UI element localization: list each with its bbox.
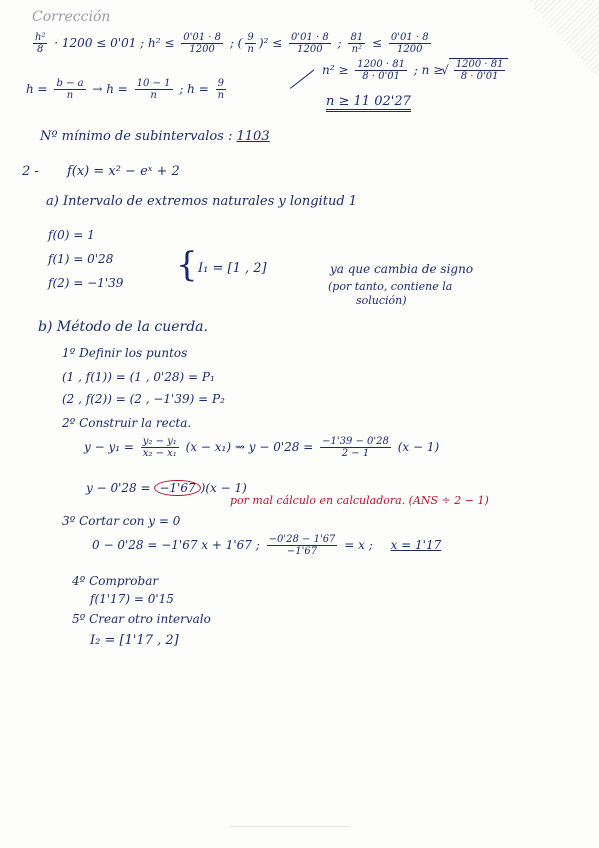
bound-fraction-2: $\frac{0'01 \cdot 8}{1200}$: [291, 32, 329, 55]
h2-over-8: $\frac{\text{h²}}{8}$: [35, 32, 46, 55]
h2-bound-fraction: $\frac{0'01 \cdot 8}{1200}$: [183, 32, 221, 55]
separator: ;: [229, 36, 234, 50]
eightyone-over-n2: $\frac{81}{\text{n²}}$: [350, 32, 364, 55]
ten-minus-one-over-n: $\frac{10 - 1}{n}$: [136, 78, 171, 101]
step-5: 5º Crear otro intervalo: [72, 612, 211, 626]
line-eq2-rhs: (x − 1): [397, 440, 440, 454]
cut-eq-lhs: 0 − 0'28 = −1'67 x + 1'67 ;: [92, 538, 260, 552]
bound-fraction-3: $\frac{0'01 \cdot 8}{1200}$: [390, 32, 429, 55]
h-arrow: → h =: [92, 82, 128, 96]
step-1: 1º Definir los puntos: [62, 346, 188, 360]
cut-eq-rhs: = x ;: [344, 538, 373, 552]
point-p2: (2 , f(2)) = (2 , −1'39) = P₂: [62, 392, 225, 406]
part-a-heading: a) Intervalo de extremos naturales y longitud 1: [46, 194, 358, 209]
part-b-heading: b) Método de la cuerda.: [38, 319, 208, 335]
slope-formula: $\frac{\text{y₂ − y₁}}{\text{x₂ − x₁}}$: [142, 436, 177, 459]
step-4: 4º Comprobar: [72, 574, 159, 588]
circled-slope: −1'67: [154, 480, 200, 496]
n2-lhs: n² ≥: [322, 63, 349, 77]
n-result: n ≥ 11 02'27: [326, 95, 411, 109]
n-squared-line: [322, 58, 508, 82]
sqrt-fraction: √ $\frac{1200 \cdot 81}{8 \cdot 0'01}$: [455, 59, 504, 82]
slope-values: $\frac{-1'39 - 0'28}{2 - 1}$: [322, 436, 389, 459]
cut-equation: [92, 534, 441, 557]
question-2-function: f(x) = x² − eˣ + 2: [66, 164, 180, 179]
sqrt-expression: [449, 58, 508, 82]
interval-1: I₁ = [1 , 2]: [198, 261, 267, 276]
n2-fraction: $\frac{1200 \cdot 81}{8 \cdot 0'01}$: [357, 59, 405, 82]
arrow-line: [290, 70, 314, 89]
cut-fraction: $\frac{-0'28 - 1'67}{-1'67}$: [268, 534, 336, 557]
f-of-1: f(1) = 0'28: [48, 252, 114, 266]
check-value: f(1'17) = 0'15: [90, 592, 174, 606]
f-of-2: f(2) = −1'39: [48, 276, 124, 290]
h2-text: · 1200 ≤ 0'01 ; h² ≤: [54, 36, 175, 50]
red-correction-note: por mal cálculo en calculadora. (ANS ÷ 2 − 1): [230, 494, 489, 507]
b-minus-a-over-n: $\frac{b - a}{n}$: [56, 78, 84, 101]
step-length-line: [26, 78, 229, 101]
line-eq3-lhs: y − 0'28 =: [86, 481, 151, 495]
reason-line-1: ya que cambia de signo: [330, 262, 474, 276]
brace: {: [176, 245, 198, 285]
h-eq: h =: [26, 82, 48, 96]
page-corner-shadow: [509, 0, 599, 80]
step-2: 2º Construir la recta.: [62, 416, 192, 430]
nine-over-n-2: $\frac{9}{n}$: [217, 78, 225, 101]
separator-2: ;: [337, 36, 342, 50]
nine-over-n: $\frac{9}{n}$: [247, 32, 254, 55]
interval-2: I₂ = [1'17 , 2]: [90, 633, 179, 648]
question-2: [22, 165, 180, 179]
le-sign-2: ≤: [372, 36, 383, 50]
n2-sep: ; n ≥: [413, 63, 444, 77]
line-eq-rhs: (x − x₁): [185, 440, 232, 454]
question-2-number: 2 -: [22, 164, 39, 179]
f-of-0: f(0) = 1: [48, 228, 95, 242]
line-equation-result: [86, 480, 247, 496]
le-sign: ≤: [272, 36, 283, 50]
line-eq3-rhs: )(x − 1): [200, 481, 247, 495]
point-p1: (1 , f(1)) = (1 , 0'28) = P₁: [62, 370, 215, 384]
scan-edge-mark: [230, 826, 350, 827]
line-eq-arrow: ⇝ y − 0'28 =: [234, 440, 314, 454]
min-subintervals-value: 1103: [236, 129, 270, 144]
reason-line-2: (por tanto, contiene la: [328, 280, 453, 293]
reason-line-3: solución): [356, 294, 407, 307]
line-equation: [84, 436, 439, 459]
line-eq-lhs: y − y₁ =: [84, 440, 134, 454]
x-result: x = 1'17: [390, 538, 442, 552]
min-subintervals-label: Nº mínimo de subintervalos :: [40, 129, 233, 144]
h-sep: ; h =: [179, 82, 209, 96]
min-subintervals: [40, 130, 270, 144]
correction-title: Corrección: [32, 9, 111, 25]
step-3: 3º Cortar con y = 0: [62, 514, 181, 528]
inequality-h2-line: $\frac{\text{h²}}{8}$ · 1200 ≤ 0'01 ; h² ≤ $\frac{0'01 \cdot 8}{1200}$ ; ( $\frac{9}{n}$ )² ≤ $\frac{0'01 \cdot 8}{1200}$ ; $\frac{81}{\text{n²}}$ ≤ $\frac{0'01 \cdot 8}{1200}$: [35, 32, 429, 55]
